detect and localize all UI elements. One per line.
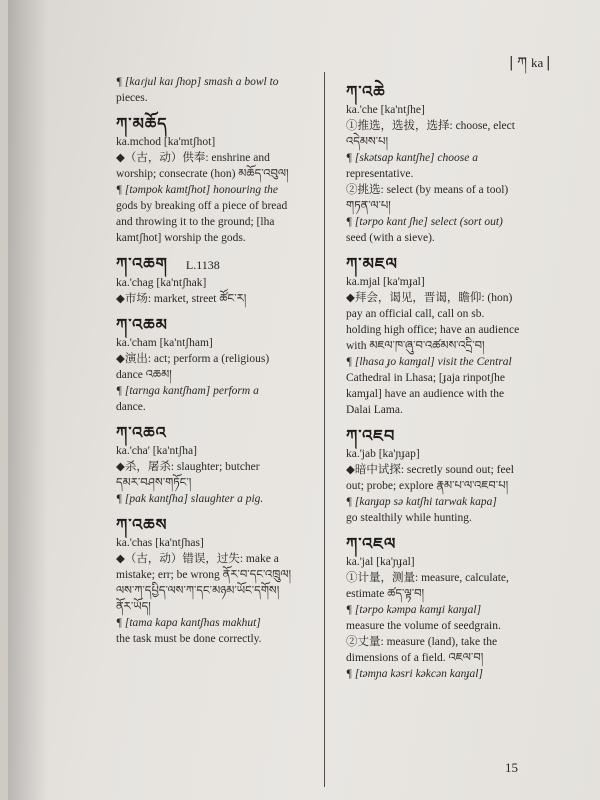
entry-definition-line: ལས་ཀ་དཔྱིད་ལས་ཀ་དང་མཉམ་ཡོང་དགོས། [116, 585, 280, 597]
entry-definition-line: གཏན་ལ་པ། [346, 200, 391, 212]
dictionary-entry [346, 84, 536, 246]
entry-definition-line: representative. [346, 168, 414, 180]
entry-definition-line: ◆拜会，谒见，晋谒，瞻仰: (hon) [346, 292, 513, 304]
dictionary-page [8, 0, 600, 800]
entry-definition-line: holding high office; have an audience [346, 324, 520, 336]
entry-definition-line: go stealthily while hunting. [346, 512, 472, 524]
entry-definition-line: kamɟal] have an audience with the [346, 388, 505, 400]
entry-definition-line: ②丈量: measure (land), take the [346, 636, 498, 648]
column-divider [324, 72, 325, 787]
entry-definition-line: ◆（古，动）错误，过失: make a [116, 553, 279, 565]
dictionary-entry [116, 74, 306, 106]
headword-text: ཀ་མཆོད [116, 114, 168, 133]
page-gutter-shadow [8, 0, 48, 800]
headword-text: ཀ་མཇལ [346, 254, 398, 273]
dictionary-entry [346, 428, 536, 526]
entry-transliteration: ka.'chag [ka'ntʃhak] [116, 277, 207, 289]
entry-headword-tibetan [346, 256, 536, 272]
entry-definition-line: ◆演出: act; perform a (religious) [116, 353, 270, 365]
dictionary-entry [116, 425, 306, 507]
headword-text: ཀ་འཆག [116, 254, 168, 273]
entry-headword-tibetan [116, 425, 306, 441]
entry-transliteration: ka.'chas [ka'ntʃhas] [116, 537, 204, 549]
header-tibetan: ཀ [517, 55, 527, 71]
entry-definition-line: estimate ཚད་ལྟ་བ། [346, 588, 425, 600]
header-bar-left: | [509, 54, 514, 71]
entry-definition-line: pieces. [116, 92, 148, 104]
entry-definition-line: ¶ [tərpo kant ʃhe] select (sort out) [346, 216, 503, 228]
entry-headword-tibetan [116, 517, 306, 533]
entry-definition-line: ◆（古，动）供奉: enshrine and [116, 152, 270, 164]
entry-definition-line: ནོར་ཡོད། [116, 601, 151, 613]
entry-transliteration: ka.'jal [ka'ɲɟal] [346, 556, 415, 568]
entry-definition-line: mistake; err; be wrong ནོར་བ་དང་འཁྲུལ། [116, 569, 292, 581]
dictionary-entry [116, 116, 306, 246]
entry-headword-tibetan [346, 428, 536, 444]
entry-definition-line: ¶ [tama kapa kantʃhas makhut] [116, 617, 261, 629]
entry-definition-line: Cathedral in Lhasa; [ɟaja rinpotʃhe [346, 372, 506, 384]
entry-transliteration: ka.'jab [ka'ɲɟap] [346, 448, 420, 460]
entry-definition-line: ①计量，测量: measure, calculate, [346, 572, 509, 584]
entry-transliteration: ka.mchod [ka'mtʃhot] [116, 136, 216, 148]
entry-definition-line: ◆暗中试探: secretly sound out; feel [346, 464, 514, 476]
entry-transliteration: ka.'cha' [ka'ntʃha] [116, 445, 197, 457]
headword-text: ཀ་འཆེ [346, 82, 386, 101]
entry-definition-line: and throwing it to the ground; [lha [116, 216, 275, 228]
entry-headword-tibetan [346, 536, 536, 552]
page-number: 15 [505, 760, 518, 775]
dictionary-entry [346, 536, 536, 682]
right-column [346, 74, 536, 682]
entry-definition-line: worship; consecrate (hon) མཆོད་འབུལ། [116, 168, 289, 180]
entry-headword-tibetan [116, 256, 306, 273]
entry-definition-line: measure the volume of seedgrain. [346, 620, 501, 632]
entry-definition-line: dance འཆམ། [116, 369, 172, 381]
entry-definition-line: ◆市场: market, street ཚོང་ར། [116, 293, 247, 305]
header-bar-right: | [546, 54, 550, 71]
entry-definition-line: dance. [116, 401, 146, 413]
entry-definition-line: gods by breaking off a piece of bread [116, 200, 288, 212]
entry-definition-line: Dalai Lama. [346, 404, 403, 416]
dictionary-entry [116, 317, 306, 415]
entry-definition-line: dimensions of a field. འཇལ་བ། [346, 652, 484, 664]
entry-definition-line: ¶ [təmpok kamtʃhot] honouring the [116, 184, 278, 196]
entry-transliteration: ka.'cham [ka'ntʃham] [116, 337, 213, 349]
entry-definition-line: ◆杀，屠杀: slaughter; butcher [116, 461, 260, 473]
entry-definition-line: ¶ [kanɟap sə katʃhi tarwak kapa] [346, 496, 497, 508]
headword-text: ཀ་འཆས [116, 515, 168, 534]
entry-definition-line: ¶ [tərpo kəmpa kamɟi kanɟal] [346, 604, 482, 616]
entry-transliteration: ka.'che [ka'ntʃhe] [346, 104, 425, 116]
headword-text: ཀ་འཆའ [116, 423, 167, 442]
entry-definition-line: pay an official call, call on sb. [346, 308, 485, 320]
entry-reference: L.1138 [185, 258, 220, 272]
dictionary-entry [116, 256, 306, 307]
entry-definition-line: ¶ [skətsap kantʃhe] choose a [346, 152, 478, 164]
left-column [116, 74, 306, 647]
entry-definition-line: the task must be done correctly. [116, 633, 262, 645]
entry-definition-line: དམར་བཤས་གཏོང་། [116, 477, 192, 489]
entry-definition-line: ¶ [pak kantʃha] slaughter a pig. [116, 493, 264, 505]
headword-text: ཀ་འཇལ [346, 534, 397, 553]
entry-headword-tibetan [346, 84, 536, 100]
entry-definition-line: with མཇལ་ཁ་ཞུ་བ་འཚམས་འདྲི་བ། [346, 340, 485, 352]
header-latin: ka [530, 55, 544, 70]
entry-definition-line: seed (with a sieve). [346, 232, 435, 244]
entry-headword-tibetan [116, 317, 306, 333]
entry-definition-line: ¶ [lhasa ɟo kamɟal] visit the Central [346, 356, 512, 368]
entry-transliteration: ka.mjal [ka'mɟal] [346, 276, 425, 288]
headword-text: ཀ་འཇབ [346, 426, 396, 445]
entry-definition-line: ②挑选: select (by means of a tool) [346, 184, 509, 196]
entry-definition-line: འདེམས་པ། [346, 136, 389, 148]
entry-definition-line: kamtʃhot] worship the gods. [116, 232, 246, 244]
entry-definition-line: ¶ [təmɲa kəsri kəkcən kanɟal] [346, 668, 483, 680]
headword-text: ཀ་འཆམ [116, 315, 168, 334]
entry-definition-line: out; probe; explore རྣམ་པ་ལ་འཇབ་པ། [346, 480, 509, 492]
dictionary-entry [346, 256, 536, 418]
entry-headword-tibetan [116, 116, 306, 132]
dictionary-entry [116, 517, 306, 647]
entry-definition-line: ¶ [kaɾjul kaɪ ʃhop] smash a bowl to [116, 76, 279, 88]
entry-definition-line: ①推选，选拔，选择: choose, elect [346, 120, 515, 132]
entry-definition-line: ¶ [tarnga kantʃham] perform a [116, 385, 259, 397]
